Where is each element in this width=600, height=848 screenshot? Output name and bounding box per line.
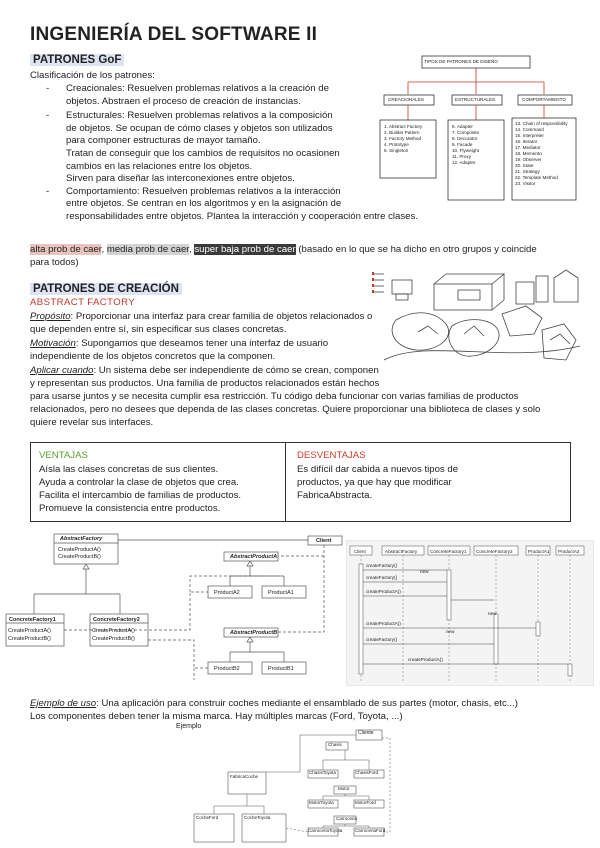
uml-product: ProductA1 bbox=[268, 590, 294, 596]
uml-concrete-factory-2: ConcreteFactory2 bbox=[93, 617, 140, 623]
example-text: Ejemplo de uso: Una aplicación para construir coches mediante el ensamblado de sus partes (motor, chasis, etc...) bbox=[30, 698, 518, 709]
gof-heading: PATRONES GoF bbox=[30, 54, 124, 66]
tree-list-creational: 1. Abstract Factory 2. Builder Pattern 3. Factory Method 4. Prototype 5. Singleton bbox=[384, 124, 423, 153]
tree-root: TIPOS DE PATRONES DE DISEÑO bbox=[424, 59, 498, 64]
list-item: - Estructurales: Resuelven problemas relativos a la composición bbox=[46, 110, 333, 122]
aplicar-cont: para usarse juntos y se necesita cumplir esa restricción. Tu código deba funcionar con varias familias de productos bbox=[30, 391, 519, 402]
seq-msg: new bbox=[420, 569, 429, 574]
list-item: - Creacionales: Resuelven problemas relativos a la creación de bbox=[46, 83, 329, 94]
aplicar-cont: relacionados, pero no desees que dependa de las clases concretas. Quiere proporcionar una biblioteca de clases y solo bbox=[30, 404, 541, 415]
list-item: Facilita el intercambio de familias de productos. bbox=[39, 490, 242, 501]
proposito: Propósito: Proporcionar una interfaz para crear familia de objetos relacionados o bbox=[30, 311, 373, 322]
example-class: CocheToyota bbox=[244, 815, 271, 820]
seq-msg: new bbox=[488, 611, 497, 616]
example-class: ChasisFord bbox=[355, 770, 379, 775]
uml-abstract-product-b: AbstractProductB bbox=[230, 630, 278, 636]
list-item: productos, ya que hay que modificar bbox=[297, 477, 452, 488]
uml-op: CreateProductB() bbox=[58, 554, 101, 560]
uml-product: ProductB1 bbox=[268, 666, 294, 672]
uml-abstract-product-a: AbstractProductA bbox=[230, 554, 278, 560]
page-title: INGENIERÍA DEL SOFTWARE II bbox=[30, 24, 318, 45]
example-class: CocheFord bbox=[196, 815, 219, 820]
example-text-cont: Los componentes deben tener la misma marca. Hay múltiples marcas (Ford, Toyota, ...) bbox=[30, 711, 403, 722]
uml-product: ProductA2 bbox=[214, 590, 240, 596]
example-class: CarroceriaFord bbox=[355, 828, 386, 833]
tree-list-structural: 6. Adapter 7. Composite 8. Decorator 9. Facade 10. Flyweight 11. Proxy 12. Adapter bbox=[452, 124, 480, 165]
uml-class-diagram bbox=[4, 532, 344, 680]
uml-op: CreateProductA() bbox=[58, 547, 101, 553]
probability-legend-cont: para todos) bbox=[30, 257, 79, 268]
seq-msg: new bbox=[446, 629, 455, 634]
seq-head: AbstractFactory bbox=[385, 549, 418, 554]
list-item: Sirven para diseñar las interconexiones entre objetos. bbox=[66, 173, 295, 185]
aplicar: Aplicar cuando: Un sistema debe ser independiente de cómo se crean, componen bbox=[30, 365, 379, 376]
seq-head: ConcreteFactory1 bbox=[430, 549, 467, 554]
example-diagram-title: Ejemplo bbox=[176, 723, 202, 730]
uml-product: ProductB2 bbox=[214, 666, 240, 672]
aplicar-cont: y representan sus productos. Una familia de productos relacionados están hechos bbox=[30, 378, 380, 389]
abstract-factory-heading: ABSTRACT FACTORY bbox=[30, 297, 136, 308]
uml-concrete-factory-1: ConcreteFactory1 bbox=[9, 617, 56, 623]
gof-list bbox=[46, 83, 418, 224]
list-item: Tratan de conseguir que los cambios de requisitos no ocasionen bbox=[66, 147, 340, 159]
example-class: Chasis bbox=[328, 742, 342, 747]
example-class-diagram bbox=[190, 728, 590, 848]
seq-msg: createFactory() bbox=[366, 563, 398, 568]
high-prob-label: alta prob de caer bbox=[30, 244, 102, 255]
example-class: CarroceriaToyota bbox=[308, 828, 343, 833]
list-item: de objetos. Se ocupan de cómo clases y objetos son utilizados bbox=[66, 122, 333, 134]
uml-abstract-factory: AbstractFactory bbox=[60, 536, 103, 542]
probability-legend: alta prob de caer, media prob de caer, super baja prob de caer (basado en lo que se ha dicho en otro grupos y coincide bbox=[30, 244, 537, 255]
uml-op: CreateProductB() bbox=[92, 636, 135, 642]
seq-msg: createProductA() bbox=[366, 621, 401, 626]
motivacion: Motivación: Supongamos que deseamos tener una interfaz de usuario bbox=[30, 338, 329, 349]
uml-sequence-diagram bbox=[346, 540, 594, 686]
example-class: FabricaCoche bbox=[230, 774, 259, 779]
list-item: Promueve la consistencia entre productos. bbox=[39, 503, 221, 514]
example-class: Cliente bbox=[358, 730, 374, 736]
example-class: MotorToyota bbox=[309, 800, 334, 805]
seq-msg: createProductA() bbox=[366, 589, 401, 594]
example-class: Carroceria bbox=[336, 816, 358, 821]
uml-client: Client bbox=[316, 538, 332, 544]
disadvantages-title: DESVENTAJAS bbox=[297, 450, 366, 461]
seq-msg: createFactory() bbox=[366, 637, 398, 642]
tree-branch: ESTRUCTURALES bbox=[455, 97, 496, 102]
pros-cons-box bbox=[30, 442, 571, 522]
gof-intro: Clasificación de los patrones: bbox=[30, 70, 155, 81]
advantages-title: VENTAJAS bbox=[39, 450, 88, 461]
example-class: MotorFord bbox=[355, 800, 376, 805]
seq-head: ConcreteFactory2 bbox=[476, 549, 513, 554]
list-item: Ayuda a controlar la clase de objetos que crea. bbox=[39, 477, 239, 488]
seq-head: ProductA2 bbox=[558, 549, 580, 554]
low-prob-label: super baja prob de caer bbox=[194, 244, 296, 255]
uml-op: CreateProductB() bbox=[8, 636, 51, 642]
tree-list-behavioral: 13. Chain of responsibility 14. Command 15. Interpreter 16. Iterator 17. Mediator 18. Memento 19. Observer 20. State 21. Strategy 22. Template Method 23. Visitor bbox=[515, 121, 568, 186]
seq-head: ProductA1 bbox=[528, 549, 550, 554]
list-item: cambios en las relaciones entre los objetos. bbox=[66, 160, 253, 172]
example-class: ChasisToyota bbox=[309, 770, 337, 775]
list-item: Es difícil dar cabida a nuevos tipos de bbox=[297, 464, 459, 475]
list-item: FabricaAbstracta. bbox=[297, 490, 373, 501]
seq-msg: createFactory() bbox=[366, 575, 398, 580]
uml-op: CreateProductA() bbox=[8, 628, 51, 634]
list-item: para componer estructuras de mayor tamaño. bbox=[66, 135, 261, 147]
aplicar-cont: quiere revelar sus interfaces. bbox=[30, 417, 154, 428]
seq-msg: createProductA() bbox=[408, 657, 443, 662]
creation-heading: PATRONES DE CREACIÓN bbox=[30, 283, 182, 295]
list-item: - Comportamiento: Resuelven problemas relativos a la interacción bbox=[46, 185, 341, 197]
list-item: Aísla las clases concretas de sus clientes. bbox=[39, 464, 219, 475]
list-item: objetos. Abstraen el proceso de creación de instancias. bbox=[66, 95, 301, 107]
tree-branch: CREACIONALES bbox=[388, 97, 424, 102]
list-item: entre objetos. Se centran en los algoritmos y en la asignación de bbox=[66, 198, 342, 210]
factory-illustration bbox=[366, 268, 588, 370]
uml-op: CreateProductA() bbox=[92, 628, 135, 634]
proposito-cont: que dependen entre sí, sin especificar sus clases concretas. bbox=[30, 324, 287, 335]
seq-head: Client bbox=[354, 549, 366, 554]
motivacion-cont: independiente de los objetos concretos que la componen. bbox=[30, 351, 276, 362]
list-item: responsabilidades entre objetos. Plantea la interacción y cooperación entre clases. bbox=[66, 210, 418, 222]
medium-prob-label: media prob de caer bbox=[106, 244, 189, 255]
tree-branch: COMPORTAMIENTO bbox=[522, 97, 566, 102]
example-class: Motor bbox=[338, 786, 350, 791]
